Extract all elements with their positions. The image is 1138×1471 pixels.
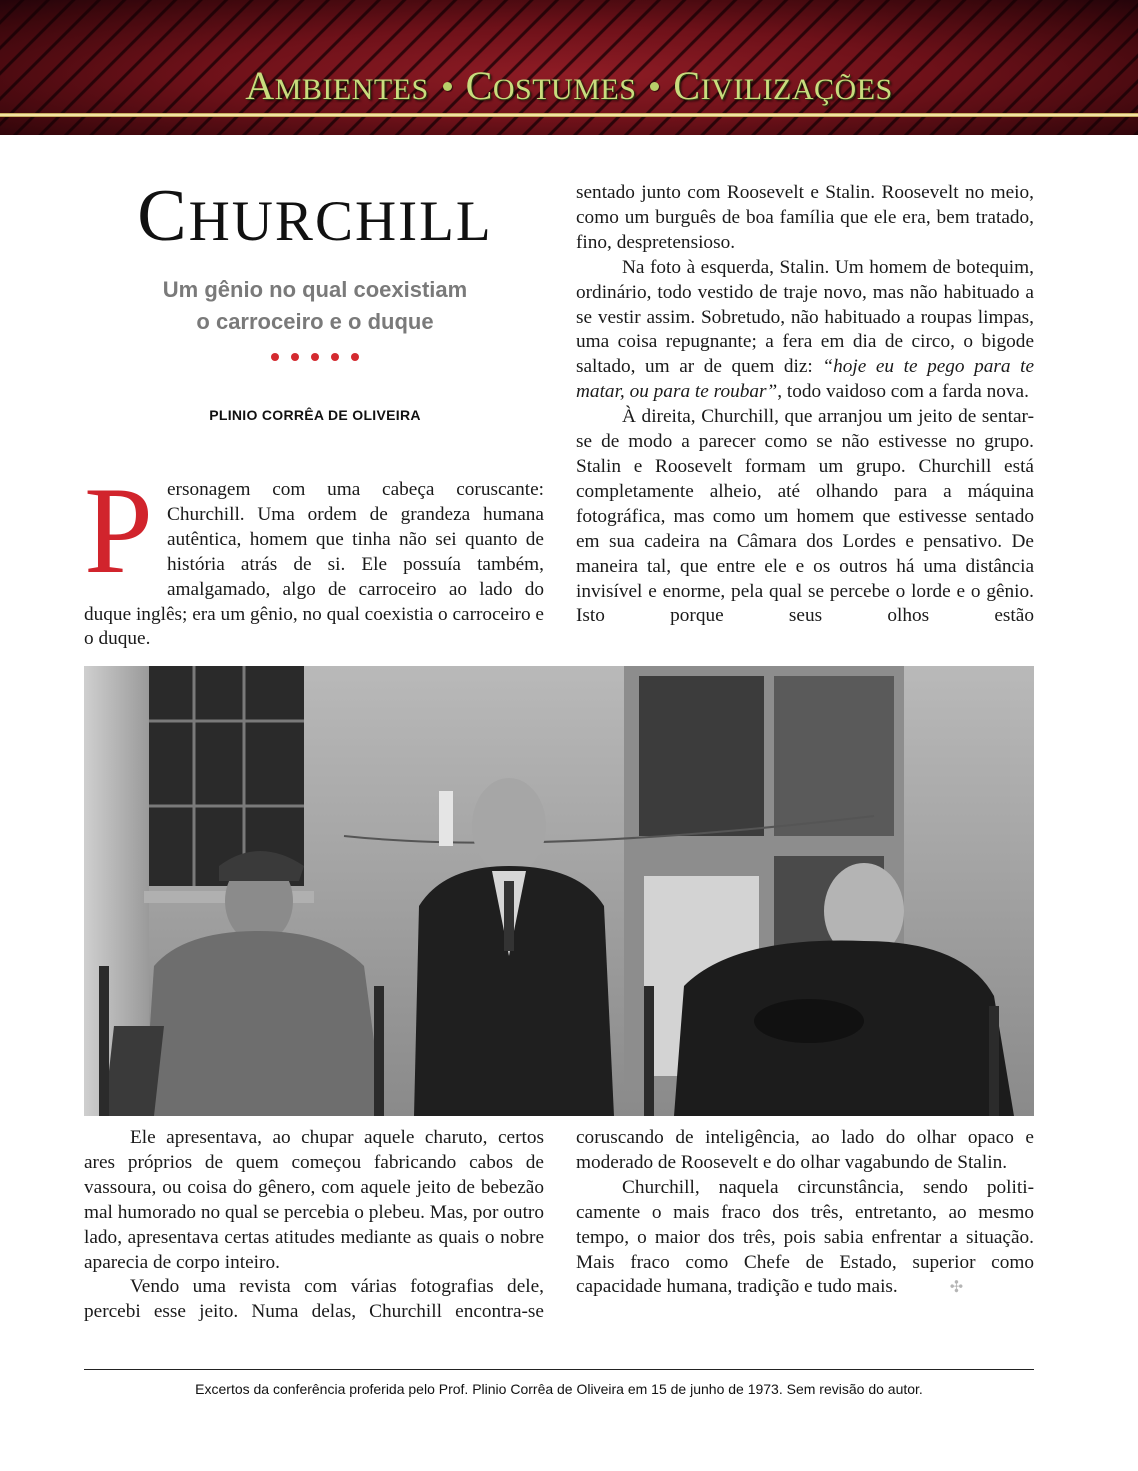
subtitle-line-1: Um gênio no qual coexistiam	[162, 277, 468, 302]
section-word-civilizacoes: CIVILIZAÇÕES	[673, 63, 893, 108]
paragraph: Na foto à esquerda, Stalin. Um homem de botequim, ordinário, todo vestido de traje novo, mas não habituado a se vestir assim. Sobretudo, não habituado a roupas limpas, uma coisa repugnante; a fera em dia de circo, o bigode saltado, um ar de quem diz: “hoje eu te pego para te matar, ou para te roubar”, todo vaidoso com a farda nova.	[576, 256, 1034, 403]
five-red-dots-icon	[85, 348, 545, 358]
article-author: PLINIO CORRÊA DE OLIVEIRA	[209, 407, 421, 423]
body-column-left-top	[84, 462, 544, 652]
section-word-ambientes: AMBIENTES	[245, 63, 429, 108]
paragraph: Ele apresentava, ao chupar aquele charuto, certos ares próprios de quem começou fabricando cabos de vassoura, ou coisa do gênero, com aquele jeito de bebezão mal humorado no qual se percebia o plebeu. Mas, por outro lado, apresentava certas atitudes mediante as quais o nobre aparecia de corpo inteiro.	[84, 1127, 544, 1273]
section-title	[0, 64, 1138, 112]
body-column-right-bottom	[576, 1126, 1034, 1301]
bullet-dot-icon	[650, 82, 659, 91]
article-subtitle	[85, 274, 545, 338]
paragraph: Vendo uma revista com várias fotografias dele, percebi esse jeito. Numa delas, Churchill encontra-se	[84, 1276, 544, 1323]
footer-note: Excertos da conferência proferida pelo Prof. Plinio Corrêa de Oliveira em 15 de junho de 1973. Sem revisão do autor.	[195, 1381, 923, 1397]
body-column-left-bottom	[84, 1126, 544, 1325]
photo-illustration	[84, 666, 1034, 1116]
bullet-dot-icon	[443, 82, 452, 91]
subtitle-line-2: o carroceiro e o duque	[196, 309, 434, 334]
end-of-article-icon: ✣	[949, 1279, 964, 1297]
photo-tehran-conference	[84, 666, 1034, 1116]
section-header-banner	[0, 0, 1138, 135]
paragraph: sentado junto com Roosevelt e Stalin. Roosevelt no meio, como um burguês de boa família que ele era, bem tratado, fino, despretensioso.	[576, 182, 1034, 253]
section-word-costumes: COSTUMES	[465, 63, 637, 108]
quote: “hoje eu te pego para te matar, ou para te roubar”	[576, 356, 1034, 403]
drop-cap: P	[84, 462, 153, 599]
header-gold-rule	[0, 113, 1138, 117]
body-column-right-top	[576, 181, 1034, 629]
paragraph: À direita, Churchill, que arranjou um jeito de sentar-se de modo a parecer como se não estivesse no grupo. Stalin e Roosevelt formam um grupo. Churchill está completamente alheio, até olhando para a máquina fotográfica, mas como um homem que estivesse sentado em sua cadeira na Câmara dos Lordes e pensativo. De maneira tal, que entre ele e os outros há uma distância invisível e enorme, pela qual se percebe o lorde e o gênio. Isto porque seus olhos estão	[576, 406, 1034, 627]
paragraph: coruscando de inteligência, ao lado do olhar opaco e moderado de Roosevelt e do olhar vagabundo de Stalin.	[576, 1127, 1034, 1173]
paragraph: Churchill, naquela circunstância, sendo politicamente o mais fraco dos três, entretanto, ao mesmo tempo, o maior dos três, pois sabia enfrentar a situação. Mais fraco como Chefe de Estado, superior como capacidade humana, tradição e tudo mais. ✣	[576, 1176, 1034, 1302]
intro-paragraph: Personagem com uma cabeça coruscante: Churchill. Uma ordem de grandeza humana autêntica, homem que tinha não sei quanto de história atrás de si. Ele possuía também, amalgamado, algo de carroceiro ao lado do duque inglês; era um gênio, no qual coexistia o carroceiro e o duque.	[84, 462, 544, 650]
article-title: CHURCHILL	[137, 175, 493, 257]
footer-divider	[84, 1369, 1034, 1370]
